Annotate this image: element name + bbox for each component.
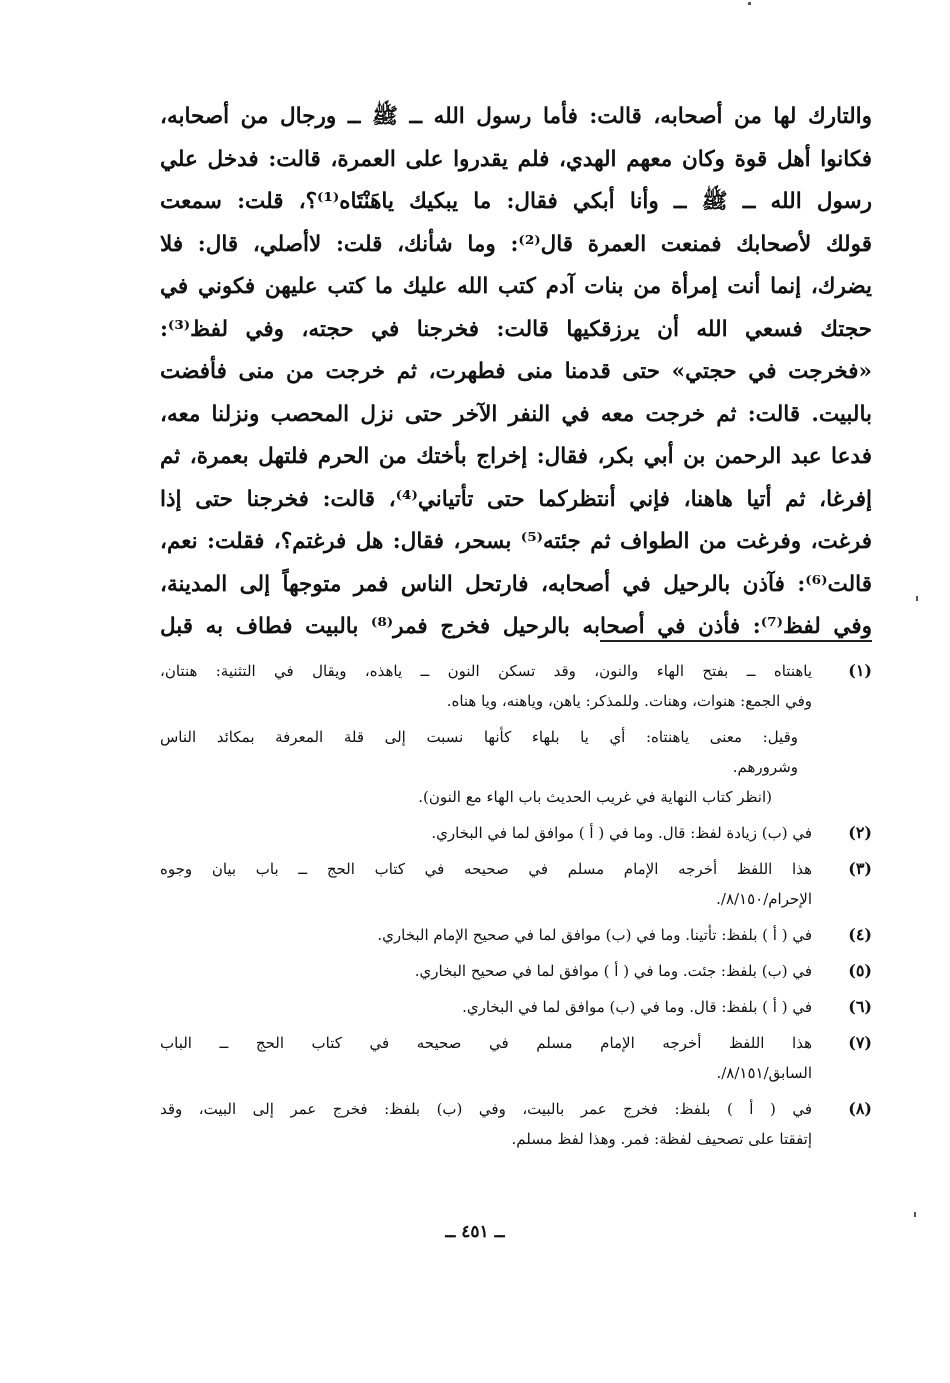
main-text-line: إفرغا، ثم أتيا هاهنا، فإني أنتظركما حتى تأتياني⁽⁴⁾، قالت: فخرجنا حتى إذا bbox=[160, 486, 872, 512]
footnotes-section bbox=[160, 656, 872, 1160]
footnote-line: ياهنتاه ــ بفتح الهاء والنون، وقد تسكن النون ــ ياهذه، ويقال في التثنية: هنتان، bbox=[160, 662, 812, 680]
footnote-number: (٣) bbox=[848, 859, 872, 878]
main-text-line: فرغت، وفرغت من الطواف ثم جئته⁽⁵⁾ بسحر، فقال: هل فرغتم؟، فقلت: نعم، bbox=[160, 529, 872, 554]
footnote-line: السابق/٨/١٥١/. bbox=[716, 1064, 812, 1082]
footnote-number: (٦) bbox=[848, 997, 872, 1016]
footnote-text bbox=[160, 920, 812, 950]
footnote-number: (١) bbox=[848, 661, 872, 680]
footnote-4 bbox=[160, 920, 872, 950]
footnote-7 bbox=[160, 1028, 872, 1088]
main-text-line: يضرك، إنما أنت إمرأة من بنات آدم كتب الله عليك ما كتب عليهن فكوني في bbox=[160, 274, 872, 299]
footnote-line: وفي الجمع: هنوات، وهنات. وللمذكر: ياهن، وياهنه، ويا هناه. bbox=[446, 692, 812, 710]
main-text-line: فدعا عبد الرحمن بن أبي بكر، فقال: إخراج بأختك من الحرم فلتهل بعمرة، ثم bbox=[160, 444, 872, 469]
footnote-line: إتفقتا على تصحيف لفظة: فمر. وهذا لفظ مسلم. bbox=[511, 1130, 812, 1148]
scan-speck bbox=[914, 1212, 916, 1217]
footnote-line: وقيل: معنى ياهنتاه: أي يا بلهاء كأنها نسبت إلى قلة المعرفة بمكائد الناس bbox=[160, 728, 798, 746]
footnote-text bbox=[160, 992, 812, 1022]
footnote-line: في ( أ ) بلفظ: قال. وما في (ب) موافق لما في البخاري. bbox=[462, 998, 812, 1016]
main-text-line: فكانوا أهل قوة وكان معهم الهدي، فلم يقدروا على العمرة، قالت: فدخل علي bbox=[160, 146, 872, 172]
main-text-line: وفي لفظ⁽⁷⁾: فأذن في أصحابه بالرحيل فخرج فمر⁽⁸⁾ بالبيت فطاف به قبل bbox=[160, 614, 872, 639]
main-text-line: والتارك لها من أصحابه، قالت: فأما رسول الله ــ ﷺ ــ ورجال من أصحابه، bbox=[160, 104, 872, 129]
footnote-divider bbox=[600, 640, 872, 642]
footnote-line: في (ب) بلفظ: جئت. وما في ( أ ) موافق لما في صحيح البخاري. bbox=[414, 962, 812, 980]
main-text-line: رسول الله ــ ﷺ ــ وأنا أبكي فقال: ما يبكيك ياهَنْتَاه⁽¹⁾؟، قلت: سمعت bbox=[160, 189, 872, 214]
footnote-text bbox=[160, 1094, 812, 1154]
page-number: ــ ٤٥١ ــ bbox=[445, 1222, 505, 1242]
scan-speck bbox=[916, 596, 918, 601]
footnote-3 bbox=[160, 854, 872, 914]
main-text-line: حجتك فسعي الله أن يرزقكيها قالت: فخرجنا في حجته، وفي لفظ⁽³⁾: bbox=[160, 316, 872, 342]
footnote-text bbox=[160, 1028, 812, 1088]
footnote-8 bbox=[160, 1094, 872, 1154]
footnote-1-continuation bbox=[160, 722, 872, 782]
footnote-number: (٥) bbox=[848, 961, 872, 980]
footnote-6 bbox=[160, 992, 872, 1022]
footnote-line: هذا اللفظ أخرجه الإمام مسلم في صحيحه في كتاب الحج ــ الباب bbox=[160, 1034, 812, 1052]
footnote-text bbox=[160, 656, 812, 716]
scan-speck bbox=[748, 2, 751, 5]
footnote-line: وشرورهم. bbox=[732, 758, 798, 776]
footnote-line: في ( أ ) بلفظ: تأتينا. وما في (ب) موافق لما في صحيح الإمام البخاري. bbox=[377, 926, 812, 944]
footnote-line: في ( أ ) بلفظ: فخرج عمر بالبيت، وفي (ب) بلفظ: فخرج عمر إلى البيت، وقد bbox=[160, 1100, 812, 1118]
footnote-number: (٨) bbox=[848, 1099, 872, 1118]
footnote-2 bbox=[160, 818, 872, 848]
footnote-1 bbox=[160, 656, 872, 716]
footnote-number: (٢) bbox=[848, 823, 872, 842]
main-text-line: بالبيت. قالت: ثم خرجت معه في النفر الآخر حتى نزل المحصب ونزلنا معه، bbox=[160, 401, 872, 427]
main-text-block bbox=[160, 96, 872, 649]
main-text-line: قولك لأصحابك فمنعت العمرة قال⁽²⁾: وما شأنك، قلت: لاأصلي، قال: فلا bbox=[160, 231, 872, 257]
footnote-number: (٤) bbox=[848, 925, 872, 944]
footnote-text bbox=[160, 854, 812, 914]
footnote-number: (٧) bbox=[848, 1033, 872, 1052]
footnote-5 bbox=[160, 956, 872, 986]
footnote-line: هذا اللفظ أخرجه الإمام مسلم في صحيحه في كتاب الحج ــ باب بيان وجوه bbox=[160, 860, 812, 878]
footnote-line: (انظر كتاب النهاية في غريب الحديث باب الهاء مع النون). bbox=[418, 788, 772, 806]
footnote-line: في (ب) زيادة لفظ: قال. وما في ( أ ) موافق لما في البخاري. bbox=[431, 824, 812, 842]
main-text-line: «فخرجت في حجتي» حتى قدمنا منى فطهرت، ثم خرجت من منى فأفضت bbox=[160, 359, 872, 384]
main-text-line: قالت⁽⁶⁾: فآذن بالرحيل في أصحابه، فارتحل الناس فمر متوجهاً إلى المدينة، bbox=[160, 571, 872, 597]
footnote-text bbox=[160, 956, 812, 986]
footnote-line: الإحرام/٨/١٥٠/. bbox=[716, 890, 812, 908]
footnote-1-reference bbox=[160, 782, 872, 812]
footnote-text bbox=[160, 818, 812, 848]
